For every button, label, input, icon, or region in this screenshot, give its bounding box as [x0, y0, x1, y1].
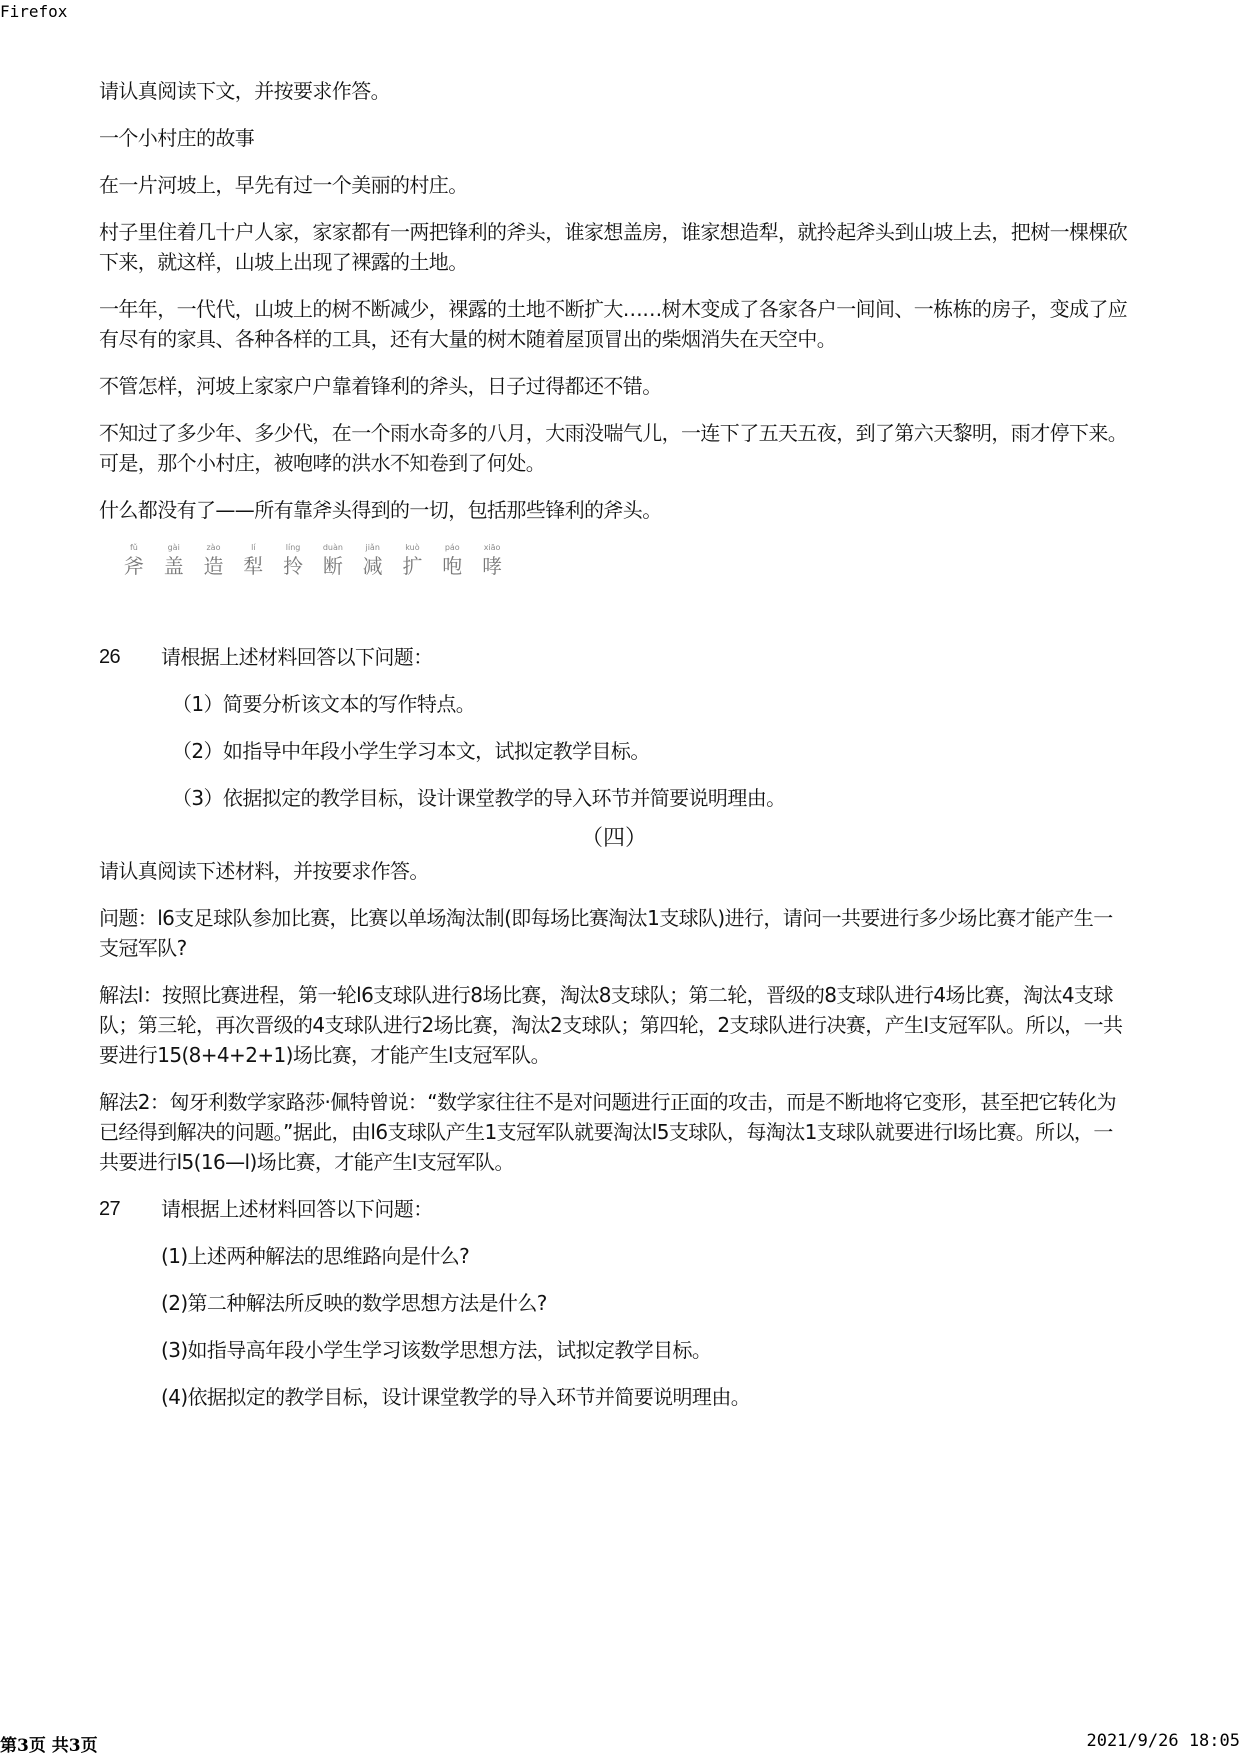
- character: 哮: [482, 554, 503, 578]
- pinyin: xiāo: [483, 543, 501, 552]
- document-body: [99, 76, 1129, 1429]
- page-indicator: 第3页 共3页: [0, 1736, 98, 1756]
- question-26-item: （1）简要分析该文本的写作特点。: [172, 692, 476, 716]
- math-problem: 问题：l6支足球队参加比赛，比赛以单场淘汰制(即每场比赛淘汰1支球队)进行，请问一共要进行多少场比赛才能产生一支冠军队?: [99, 906, 1113, 960]
- pinyin: gài: [167, 543, 180, 552]
- question-number: 26: [99, 646, 121, 668]
- story-paragraph: 不知过了多少年、多少代，在一个雨水奇多的八月，大雨没喘气儿，一连下了五天五夜，到了第六天黎明，雨才停下来。可是，那个小村庄，被咆哮的洪水不知卷到了何处。: [99, 421, 1128, 475]
- vocab-item: [194, 542, 234, 592]
- story-paragraph: 一年年，一代代，山坡上的树不断减少，裸露的土地不断扩大……树木变成了各家各户一间间、一栋栋的房子，变成了应有尽有的家具、各种各样的工具，还有大量的树木随着屋顶冒出的柴烟消失在天空中。: [99, 297, 1128, 351]
- question-number: 27: [99, 1198, 121, 1220]
- section-four-instruction: 请认真阅读下述材料，并按要求作答。: [99, 859, 429, 883]
- question-prompt: 请根据上述材料回答以下问题：: [161, 645, 433, 669]
- vocab-item: [273, 542, 313, 592]
- question-27-item: (2)第二种解法所反映的数学思想方法是什么?: [161, 1291, 547, 1315]
- character: 扩: [402, 554, 423, 578]
- vocab-item: [114, 542, 154, 592]
- vocab-item: [154, 542, 194, 592]
- story-title: 一个小村庄的故事: [99, 126, 255, 150]
- story-paragraph: 不管怎样，河坡上家家户户靠着锋利的斧头，日子过得都还不错。: [99, 374, 662, 398]
- character: 减: [362, 554, 383, 578]
- vocab-item: [353, 542, 393, 592]
- character: 犁: [243, 554, 264, 578]
- pinyin: páo: [444, 543, 460, 552]
- pinyin: duàn: [322, 543, 343, 552]
- character: 咆: [442, 554, 463, 578]
- print-datetime: 2021/9/26 18:05: [1086, 1731, 1240, 1751]
- vocab-item: [432, 542, 472, 592]
- window-title: Firefox: [0, 2, 68, 21]
- character: 断: [322, 554, 343, 578]
- pinyin: kuò: [405, 543, 420, 552]
- character: 斧: [123, 554, 144, 578]
- character: 盖: [163, 554, 184, 578]
- question-prompt: 请根据上述材料回答以下问题：: [161, 1197, 433, 1221]
- question-26-item: （2）如指导中年段小学生学习本文，试拟定教学目标。: [172, 739, 650, 763]
- solution-two: 解法2：匈牙利数学家路莎·佩特曾说：“数学家往往不是对问题进行正面的攻击，而是不断地将它变形，甚至把它转化为已经得到解决的问题。”据此，由l6支球队产生1支冠军队就要淘汰l5支球队，每淘汰1支球队就要进行l场比赛。所以，一共要进行l5(16—l)场比赛，才能产生l支冠军队。: [99, 1090, 1117, 1174]
- story-paragraph: 什么都没有了——所有靠斧头得到的一切，包括那些锋利的斧头。: [99, 498, 662, 522]
- vocab-item: [313, 542, 353, 592]
- pinyin: líng: [285, 543, 301, 552]
- character: 造: [203, 554, 224, 578]
- pinyin: jiǎn: [365, 543, 380, 552]
- question-26-header: [99, 642, 1129, 672]
- story-paragraph: 在一片河坡上，早先有过一个美丽的村庄。: [99, 173, 468, 197]
- vocabulary-pinyin-image: [114, 542, 1129, 592]
- pinyin: lí: [251, 543, 256, 552]
- pinyin: fǔ: [129, 543, 138, 552]
- vocab-item: [472, 542, 512, 592]
- question-27-item: (4)依据拟定的教学目标，设计课堂教学的导入环节并简要说明理由。: [161, 1385, 751, 1409]
- vocab-item: [233, 542, 273, 592]
- pinyin: zào: [206, 543, 221, 552]
- story-paragraph: 村子里住着几十户人家，家家都有一两把锋利的斧头，谁家想盖房，谁家想造犁，就拎起斧头到山坡上去，把树一棵棵砍下来，就这样，山坡上出现了裸露的土地。: [99, 220, 1128, 274]
- section-four-title: （四）: [580, 826, 647, 851]
- question-27-item: (3)如指导高年段小学生学习该数学思想方法，试拟定教学目标。: [161, 1338, 712, 1362]
- character: 拎: [283, 554, 304, 578]
- reading-instruction: 请认真阅读下文，并按要求作答。: [99, 79, 390, 103]
- vocab-item: [393, 542, 433, 592]
- question-26-item: （3）依据拟定的教学目标，设计课堂教学的导入环节并简要说明理由。: [172, 786, 786, 810]
- question-27-item: (1)上述两种解法的思维路向是什么?: [161, 1244, 470, 1268]
- solution-one: 解法l：按照比赛进程，第一轮l6支球队进行8场比赛，淘汰8支球队；第二轮，晋级的8支球队进行4场比赛，淘汰4支球队；第三轮，再次晋级的4支球队进行2场比赛，淘汰2支球队；第四轮，2支球队进行决赛，产生l支冠军队。所以，一共要进行15(8+4+2+1)场比赛，才能产生l支冠军队。: [99, 983, 1123, 1067]
- question-27-header: [99, 1194, 1129, 1224]
